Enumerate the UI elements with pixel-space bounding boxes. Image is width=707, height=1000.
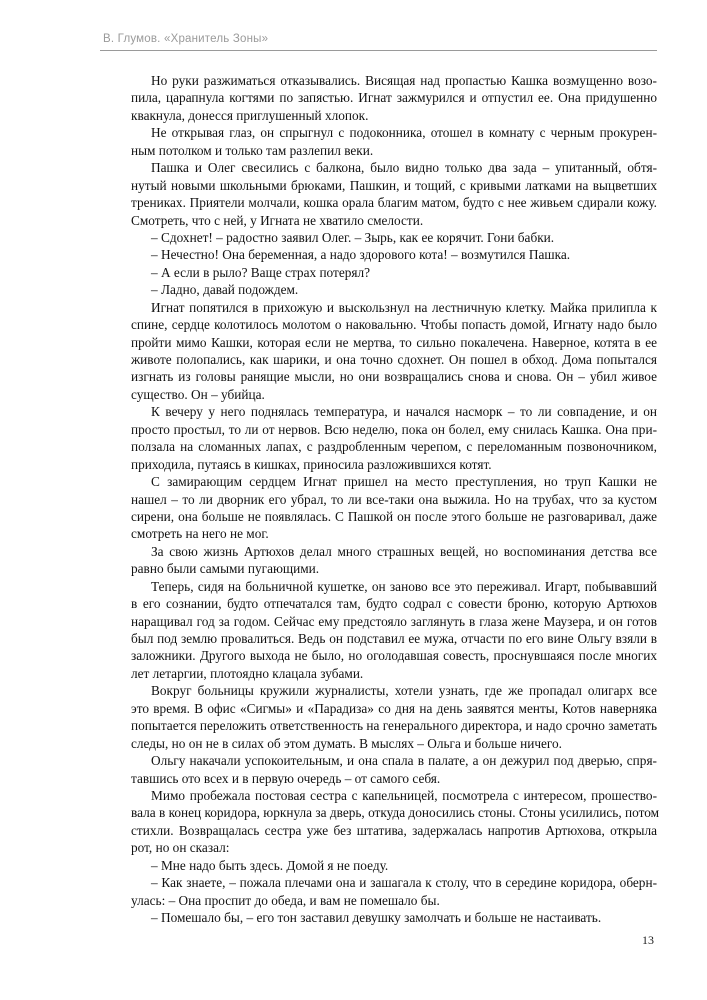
text-line: Не открывая глаз, он спрыгнул с подоконника, отошел в комнату с черным прокурен- <box>151 125 657 141</box>
paragraph <box>131 299 657 404</box>
text-line: – Помешало бы, – его тон заставил девушку замолчать и больше не настаивать. <box>151 910 602 925</box>
text-line: равно были самыми пугающими. <box>131 561 320 577</box>
text-line: – Сдохнет! – радостно заявил Олег. – Зырь, как ее корячит. Гони бабки. <box>151 229 555 245</box>
text-line: наращивал год за годом. Сейчас ему предстояло заглянуть в глаза жене Маузера, и он готов <box>131 613 657 629</box>
text-line: квакнула, донесся приглушенный хлопок. <box>131 107 369 123</box>
paragraph <box>131 264 657 281</box>
text-line: нашел – то ли дворник его убрал, то ли все-таки она выжила. Но на трубах, что за кустом <box>131 491 657 507</box>
text-line: попытается переложить ответственность на генерального директора, и надо срочно заметать <box>131 718 658 734</box>
text-line: Но руки разжиматься отказывались. Висящая над пропастью Кашка возмущенно возо- <box>151 73 657 88</box>
text-line: улась: – Она проспит до обеда, и вам не помешало бы. <box>131 892 440 908</box>
text-line: пройти мимо Кашки, которая если не мертва, то сильно покалечена. Наверное, котята в ее <box>131 334 657 350</box>
paragraph <box>131 787 660 857</box>
text-line: За свою жизнь Артюхов делал много страшных вещей, но воспоминания детства все <box>151 543 657 559</box>
text-line: существо. Он – убийца. <box>131 386 265 402</box>
page-number: 13 <box>642 933 654 947</box>
text-line: нутый новыми школьными брюками, Пашкин, и тощий, с кривыми латками на выцветших <box>131 177 657 193</box>
paragraph <box>131 682 657 752</box>
text-line: Пашка и Олег свесились с балкона, было видно только два зада – упитанный, обтя- <box>151 160 657 176</box>
text-line: Вокруг больницы кружили журналисты, хотели узнать, где же пропадал олигарх все <box>151 683 657 699</box>
text-line: Ольгу накачали успокоительным, и она спала в палате, а он дежурил под дверью, спря- <box>151 753 657 769</box>
text-line: Мимо пробежала постовая сестра с капельницей, посмотрела с интересом, прошество- <box>151 787 657 803</box>
text-line: спине, сердце колотилось молотом о наковальню. Чтобы попасть домой, Игнату надо было <box>131 317 657 333</box>
paragraph <box>131 752 657 787</box>
text-line: – Нечестно! Она беременная, а надо здорового кота! – возмутился Пашка. <box>151 247 571 263</box>
text-line: изгнать из головы ранящие мысли, но они возвращались снова и снова. Он – убил живое <box>131 369 657 385</box>
paragraph <box>131 229 657 246</box>
running-header: В. Глумов. «Хранитель Зоны» <box>103 33 269 45</box>
text-line: К вечеру у него поднялась температура, и начался насморк – то ли совпадение, и он <box>151 404 657 420</box>
text-line: следы, но он не в силах об этом думать. В мыслях – Ольга и больше ничего. <box>131 735 562 751</box>
text-line: – А если в рыло? Ваще страх потерял? <box>151 264 371 280</box>
text-line: – Как знаете, – пожала плечами она и зашагала к столу, что в середине коридора, оберн- <box>151 875 657 891</box>
text-line: это время. В офис «Сигмы» и «Парадиза» со дня на день заявятся менты, Котов наверняка <box>131 700 657 716</box>
text-line: смотреть на него не мог. <box>131 526 269 542</box>
text-line: стихли. Возвращалась сестра уже без штатива, задержалась напротив Артюхова, открыла <box>131 822 657 838</box>
text-line: Смотреть, что с ней, у Игната не хватило смелости. <box>131 212 424 228</box>
paragraph <box>131 246 657 263</box>
text-line: ным потолком и только там разлепил веки. <box>131 142 374 158</box>
text-line: заложники. Другого выхода не было, но оголодавшая совесть, проснувшаяся после многих <box>131 648 657 664</box>
body-text <box>131 72 660 926</box>
text-line: вала в конец коридора, юркнула за дверь, откуда доносились стоны. Стоны усилились, потом <box>131 805 660 821</box>
text-line: С замирающим сердцем Игнат пришел на место преступления, но труп Кашки не <box>151 474 657 490</box>
text-line: ползала на сломанных лапах, с раздробленным черепом, с переломанным позвоночником, <box>131 439 657 455</box>
paragraph <box>131 909 657 926</box>
text-line: животе полопались, как шарики, и она точно сдохнет. Он пошел в обход. Дома попытался <box>131 352 657 367</box>
paragraph <box>131 124 657 159</box>
paragraph <box>131 578 657 683</box>
text-line: сирени, она больше не появлялась. С Пашкой он после этого больше не разговаривал, даже <box>131 508 657 524</box>
text-line: Теперь, сидя на больничной кушетке, он заново все это переживал. Игарт, побывавший <box>151 578 657 594</box>
text-line: лет летаргии, плотоядно клацала зубами. <box>131 665 364 681</box>
paragraph <box>131 543 657 578</box>
paragraph <box>131 473 657 543</box>
header-rule <box>100 50 657 51</box>
text-line: – Ладно, давай подождем. <box>151 282 299 298</box>
text-line: в его сознании, будто отпечатался там, будто содрал с совести броню, которую Артюхов <box>131 596 657 612</box>
text-line: просто простыл, то ли от нервов. Всю неделю, пока он болел, ему снилась Кашка. Она при- <box>131 421 657 437</box>
text-line: тавшись ото всех и в первую очередь – от самого себя. <box>131 770 441 786</box>
paragraph <box>131 159 657 229</box>
text-line: пила, царапнула когтями по запястью. Игнат зажмурился и отпустил ее. Она придушенно <box>131 90 657 106</box>
paragraph <box>131 403 657 473</box>
text-line: рот, но он сказал: <box>131 840 230 856</box>
text-line: трениках. Приятели молчали, кошка орала благим матом, будто с нее живьем сдирали кожу. <box>131 195 657 211</box>
text-line: – Мне надо быть здесь. Домой я не поеду. <box>151 857 389 873</box>
text-line: Игнат попятился в прихожую и выскользнул на лестничную клетку. Майка прилипла к <box>151 299 657 315</box>
text-line: приходила, путаясь в кишках, приносила разложившихся котят. <box>131 456 492 472</box>
text-line: был под землю провалиться. Ведь он подставил ее мужа, отчасти по его вине Ольгу взяли в <box>131 631 657 646</box>
paragraph <box>131 874 657 909</box>
paragraph <box>131 72 657 124</box>
paragraph <box>131 281 657 298</box>
paragraph <box>131 857 657 874</box>
